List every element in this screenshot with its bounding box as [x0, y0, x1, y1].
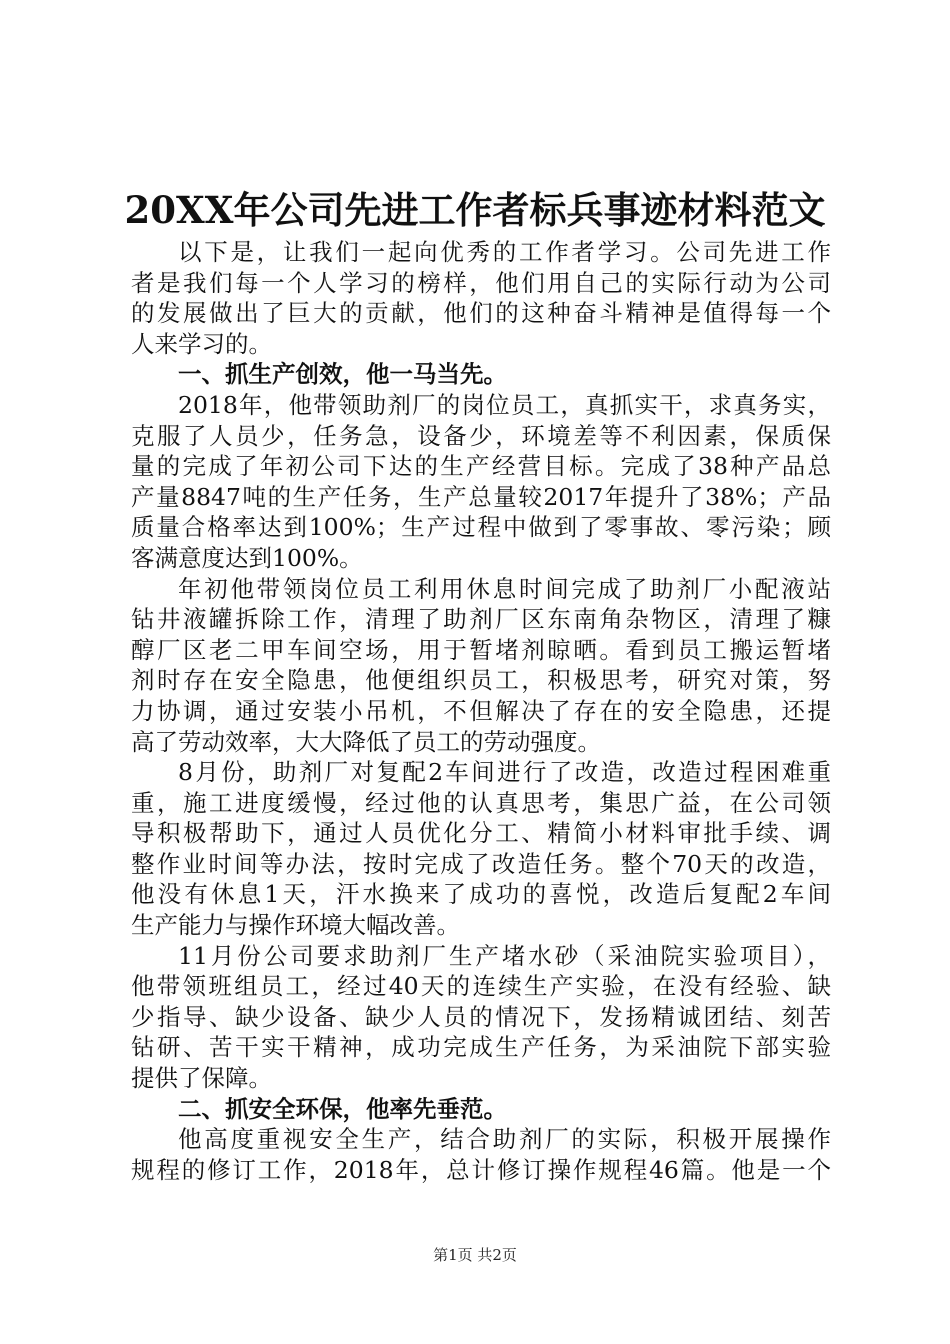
- paragraph-line: 的发展做出了巨大的贡献，他们的这种奋斗精神是值得每一个: [131, 299, 831, 328]
- paragraph-line: 克服了人员少，任务急，设备少，环境差等不利因素，保质保: [131, 421, 831, 450]
- paragraph-line: 重，施工进度缓慢，经过他的认真思考，集思广益，在公司领: [131, 788, 831, 817]
- paragraph-line: 人来学习的。: [131, 329, 272, 358]
- paragraph-line: 醇厂区老二甲车间空场，用于暂堵剂晾晒。看到员工搬运暂堵: [131, 635, 831, 664]
- paragraph-line: 产量8847吨的生产任务，生产总量较2017年提升了38%；产品: [131, 482, 831, 511]
- paragraph-line: 规程的修订工作，2018年，总计修订操作规程46篇。他是一个: [131, 1155, 831, 1184]
- paragraph-line: 年初他带领岗位员工利用休息时间完成了助剂厂小配液站: [178, 574, 831, 603]
- paragraph-line: 少指导、缺少设备、缺少人员的情况下，发扬精诚团结、刻苦: [131, 1002, 831, 1031]
- paragraph-line: 质量合格率达到100%；生产过程中做到了零事故、零污染；顾: [131, 513, 831, 542]
- paragraph-line: 2018年，他带领助剂厂的岗位员工，真抓实干，求真务实，: [178, 390, 831, 419]
- paragraph-line: 钻井液罐拆除工作，清理了助剂厂区东南角杂物区，清理了糠: [131, 605, 831, 634]
- paragraph-line: 11月份公司要求助剂厂生产堵水砂（采油院实验项目），: [178, 941, 831, 970]
- paragraph-line: 高了劳动效率，大大降低了员工的劳动强度。: [131, 727, 601, 756]
- paragraph-line: 剂时存在安全隐患，他便组织员工，积极思考，研究对策，努: [131, 666, 831, 695]
- paragraph-line: 8月份，助剂厂对复配2车间进行了改造，改造过程困难重: [178, 758, 831, 787]
- section-heading: 一、抓生产创效，他一马当先。: [178, 360, 507, 389]
- paragraph-line: 他没有休息1天，汗水换来了成功的喜悦，改造后复配2车间: [131, 880, 831, 909]
- paragraph-line: 提供了保障。: [131, 1064, 272, 1093]
- paragraph-line: 钻研、苦干实干精神，成功完成生产任务，为采油院下部实验: [131, 1033, 831, 1062]
- paragraph-line: 他高度重视安全生产，结合助剂厂的实际，积极开展操作: [178, 1125, 831, 1154]
- paragraph-line: 导积极帮助下，通过人员优化分工、精简小材料审批手续、调: [131, 819, 831, 848]
- paragraph-line: 以下是，让我们一起向优秀的工作者学习。公司先进工作: [178, 238, 831, 266]
- paragraph-line: 生产能力与操作环境大幅改善。: [131, 911, 460, 940]
- paragraph-line: 客满意度达到100%。: [131, 543, 363, 572]
- section-heading: 二、抓安全环保，他率先垂范。: [178, 1094, 507, 1123]
- paragraph-line: 整作业时间等办法，按时完成了改造任务。整个70天的改造，: [131, 849, 831, 878]
- page-footer: 第1页 共2页: [433, 1246, 517, 1264]
- paragraph-line: 力协调，通过安装小吊机，不但解决了存在的安全隐患，还提: [131, 696, 831, 725]
- document-body: [131, 237, 831, 1185]
- paragraph-line: 者是我们每一个人学习的榜样，他们用自己的实际行动为公司: [131, 268, 831, 297]
- paragraph-line: 他带领班组员工，经过40天的连续生产实验，在没有经验、缺: [131, 972, 831, 1001]
- document-title: 20XX年公司先进工作者标兵事迹材料范文: [124, 188, 826, 232]
- paragraph-line: 量的完成了年初公司下达的生产经营目标。完成了38种产品总: [131, 452, 831, 481]
